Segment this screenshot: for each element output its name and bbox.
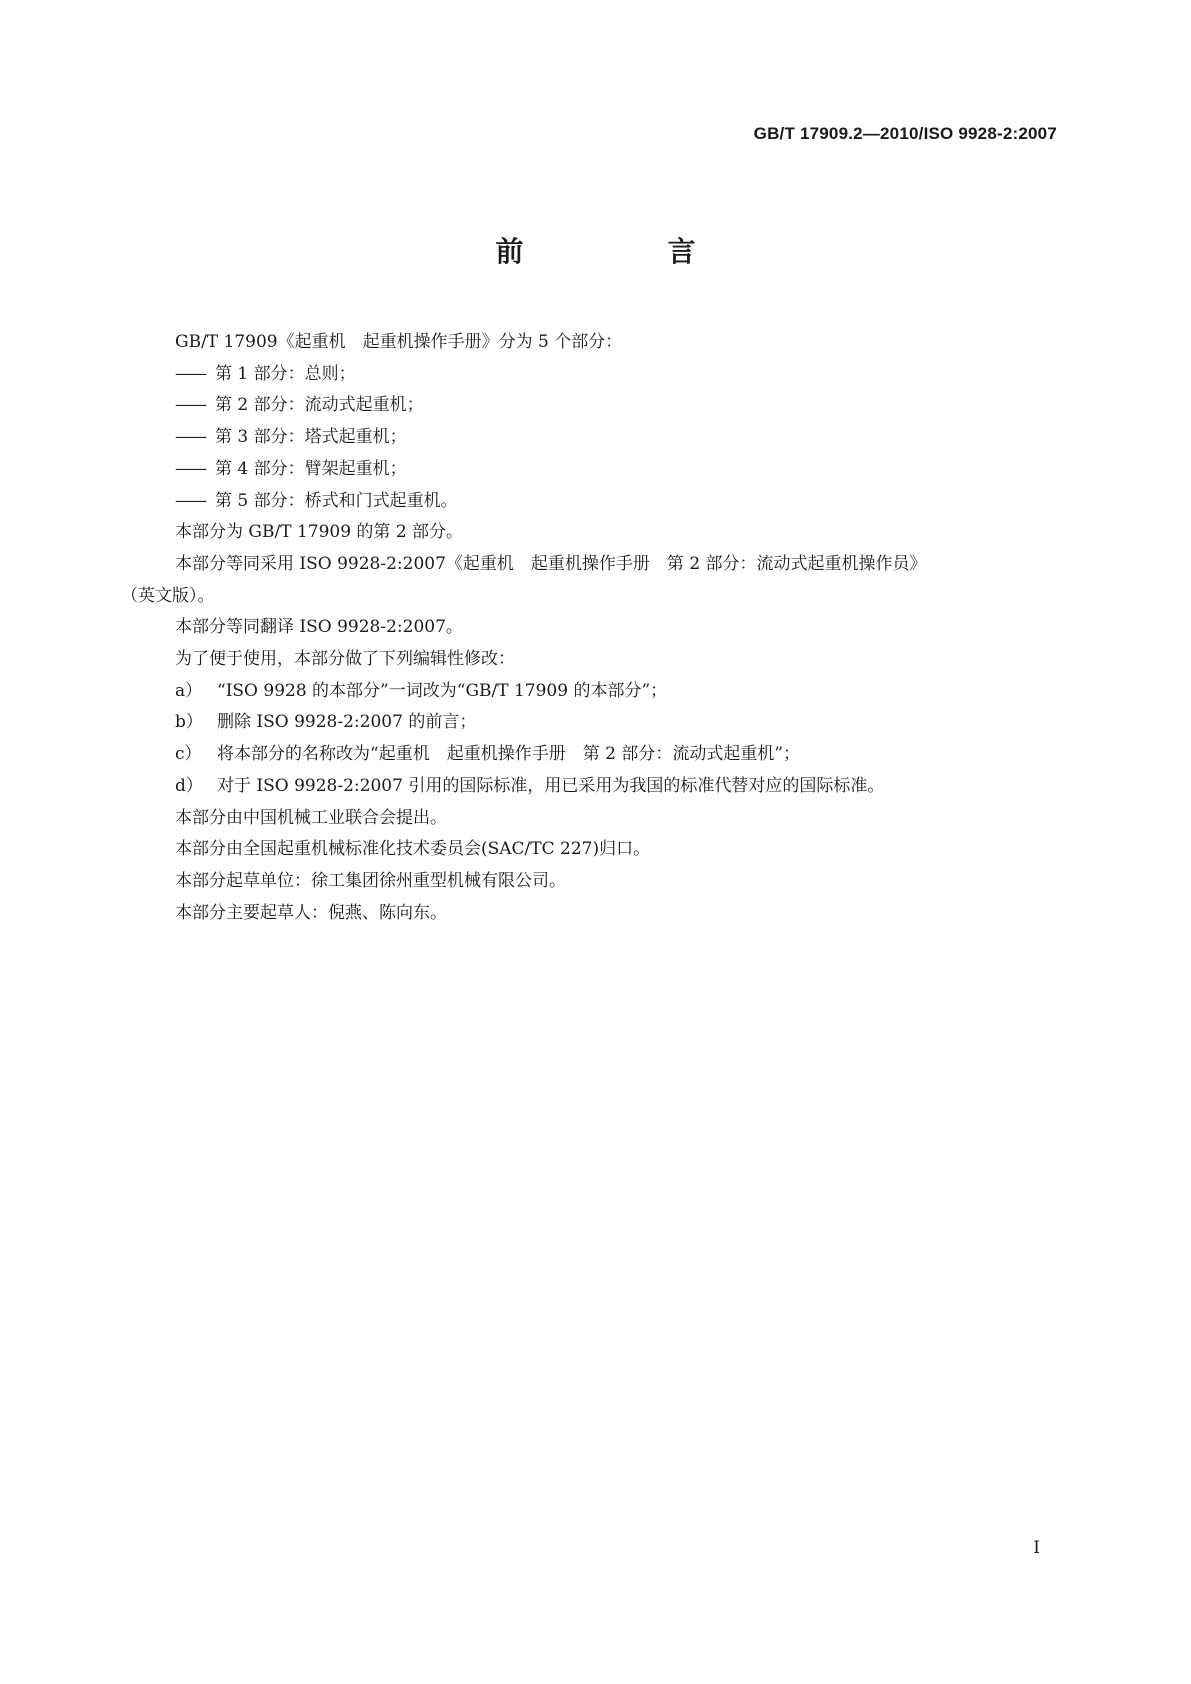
list-marker: b） [175,712,203,733]
part-item-text: 第 4 部分：臂架起重机； [215,458,407,479]
intro-paragraph: GB/T 17909《起重机 起重机操作手册》分为 5 个部分： [175,332,623,352]
edit-item-text: 将本部分的名称改为“起重机 起重机操作手册 第 2 部分：流动式起重机”； [217,744,801,765]
page-number: I [1033,1538,1040,1558]
part-item-1 [121,359,1061,391]
part-item-5 [121,486,1061,518]
edit-item-text: “ISO 9928 的本部分”一词改为“GB/T 17909 的本部分”； [217,680,668,701]
list-marker: c） [175,744,202,765]
drafting-unit-paragraph: 本部分起草单位：徐工集团徐州重型机械有限公司。 [175,870,566,891]
list-marker: a） [175,680,203,701]
edits-intro-paragraph: 为了便于使用，本部分做了下列编辑性修改： [175,649,515,670]
page-title: 前 言 [495,235,754,268]
part-item-3 [121,422,1061,454]
translation-paragraph: 本部分等同翻译 ISO 9928-2:2007。 [175,617,463,638]
adoption-paragraph: 本部分等同采用 ISO 9928-2:2007《起重机 起重机操作手册 第 2 部分：流动式起重机操作员》 [175,553,927,574]
dash-marker: —— [175,490,205,511]
edit-item-text: 删除 ISO 9928-2:2007 的前言； [217,712,477,733]
part-item-text: 第 3 部分：塔式起重机； [215,427,407,448]
edit-item-d [121,771,1061,803]
adoption-paragraph-continued: （英文版）。 [121,585,215,606]
proposed-by-paragraph: 本部分由中国机械工业联合会提出。 [175,807,447,828]
edit-item-b [121,707,1061,739]
drafters-paragraph: 本部分主要起草人：倪燕、陈向东。 [175,902,447,923]
part-item-4 [121,454,1061,486]
foreword-body [121,327,1061,929]
centralized-by-paragraph: 本部分由全国起重机械标准化技术委员会(SAC/TC 227)归口。 [175,839,651,860]
edit-item-a [121,676,1061,708]
part-item-text: 第 2 部分：流动式起重机； [215,395,424,416]
list-marker: d） [175,775,203,796]
dash-marker: —— [175,363,205,384]
part-item-2 [121,390,1061,422]
standard-code-header: GB/T 17909.2—2010/ISO 9928-2:2007 [753,124,1057,143]
part-item-text: 第 1 部分：总则； [215,363,356,384]
edit-item-c [121,739,1061,771]
this-part-paragraph: 本部分为 GB/T 17909 的第 2 部分。 [175,522,464,543]
dash-marker: —— [175,458,205,479]
part-item-text: 第 5 部分：桥式和门式起重机。 [215,490,458,511]
dash-marker: —— [175,427,205,448]
dash-marker: —— [175,395,205,416]
edit-item-text: 对于 ISO 9928-2:2007 引用的国际标准，用已采用为我国的标准代替对应的国际标准。 [217,775,885,796]
